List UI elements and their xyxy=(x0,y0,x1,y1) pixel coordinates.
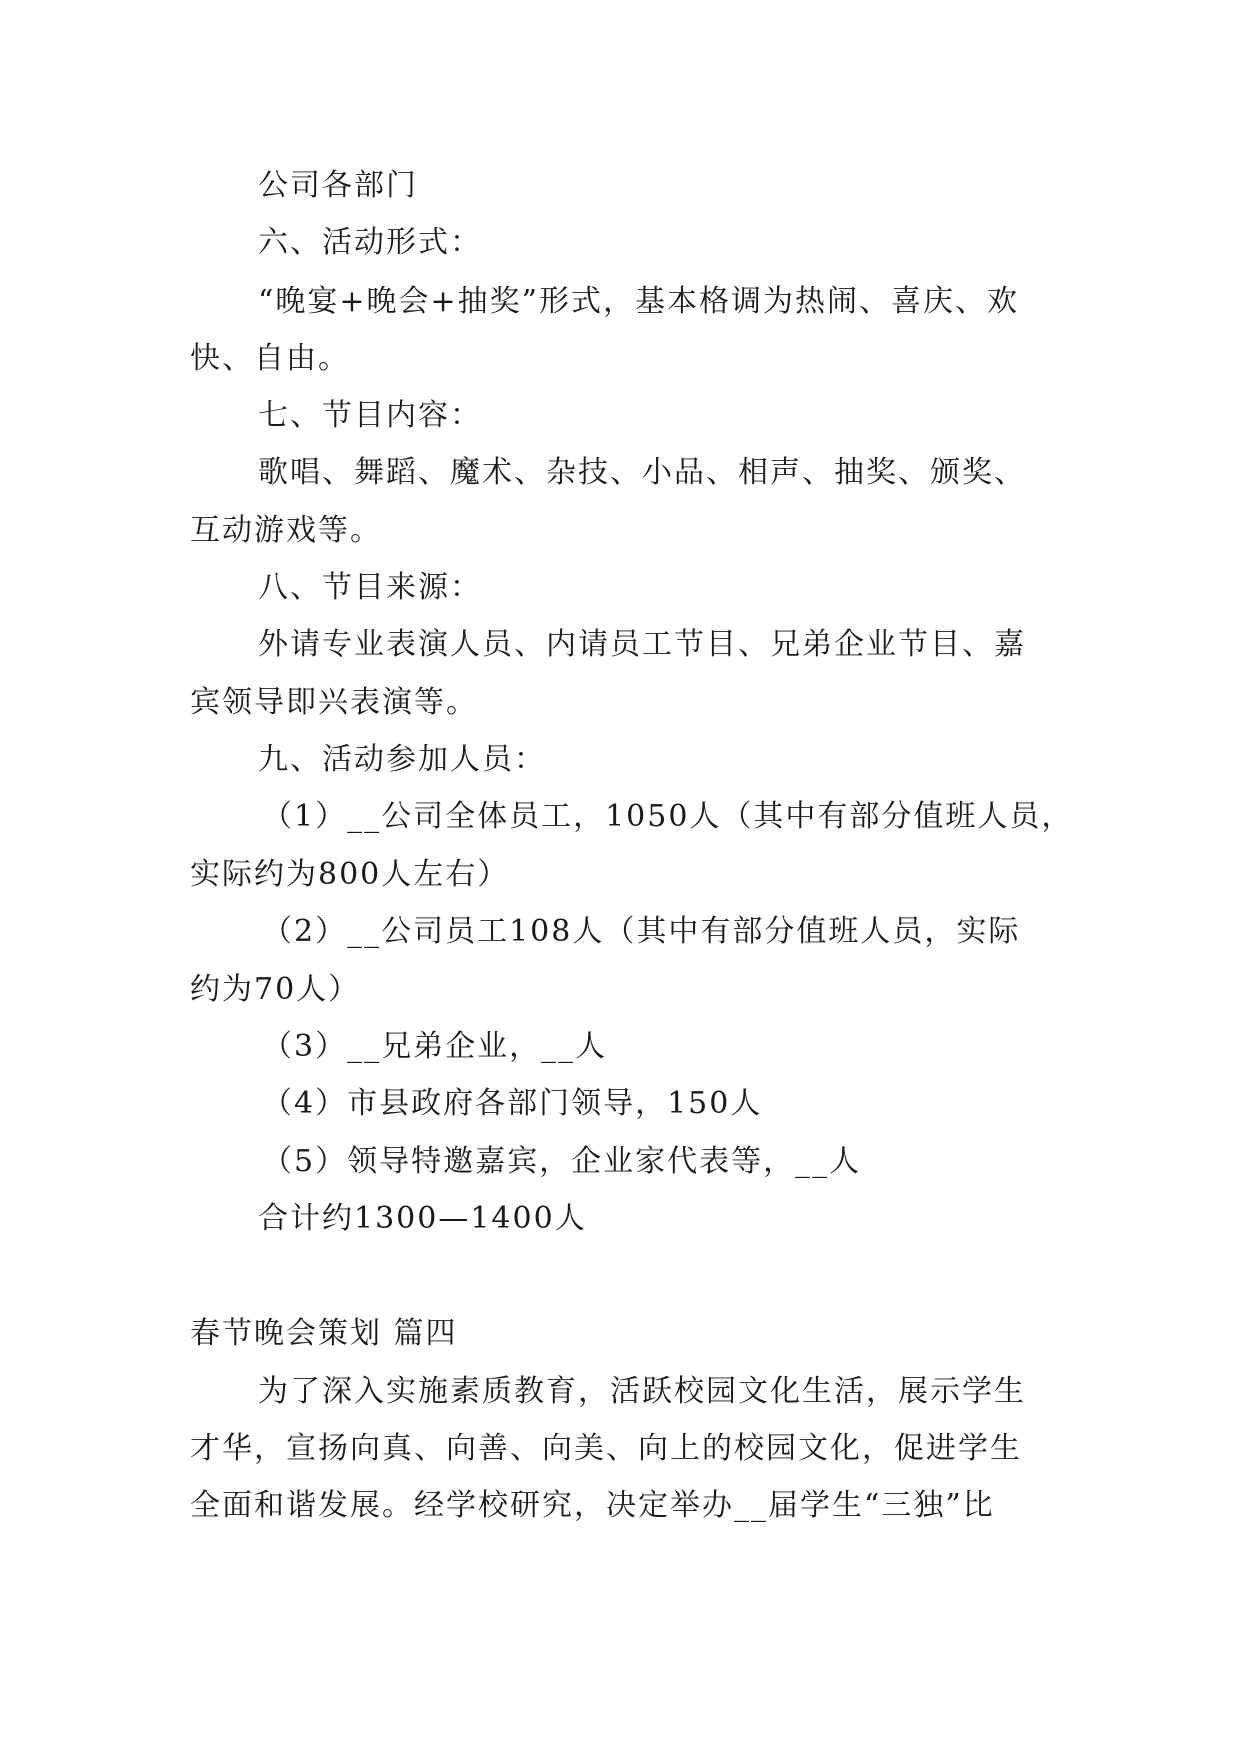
paragraph-line-1: 为了深入实施素质教育，活跃校园文化生活，展示学生 xyxy=(258,1374,1026,1409)
section-heading-7: 七、节目内容： xyxy=(258,398,482,433)
list-item-1-cont: 实际约为800人左右） xyxy=(190,857,510,892)
list-item-2: （2）__公司员工108人（其中有部分值班人员，实际 xyxy=(262,914,1021,949)
list-item-4: （4）市县政府各部门领导，150人 xyxy=(262,1086,763,1121)
paragraph-line-2: 才华，宣扬向真、向善、向美、向上的校园文化，促进学生 xyxy=(190,1431,1022,1466)
text-line-4: 快、自由。 xyxy=(190,341,350,376)
text-line-7: 互动游戏等。 xyxy=(190,513,382,548)
article-title: 春节晚会策划 篇四 xyxy=(190,1316,458,1351)
text-line-9: 外请专业表演人员、内请员工节目、兄弟企业节目、嘉 xyxy=(258,627,1026,662)
text-line-6: 歌唱、舞蹈、魔术、杂技、小品、相声、抽奖、颁奖、 xyxy=(258,455,1026,490)
text-line-1: 公司各部门 xyxy=(258,168,418,203)
list-item-3: （3）__兄弟企业，__人 xyxy=(262,1029,608,1064)
list-item-2-cont: 约为70人） xyxy=(190,972,361,1007)
section-heading-8: 八、节目来源： xyxy=(258,570,482,605)
text-line-3: “晚宴+晚会+抽奖”形式，基本格调为热闹、喜庆、欢 xyxy=(258,284,1019,319)
list-item-1: （1）__公司全体员工，1050人（其中有部分值班人员， xyxy=(262,799,1074,834)
section-heading-9: 九、活动参加人员： xyxy=(258,742,546,777)
list-item-5: （5）领导特邀嘉宾，企业家代表等，__人 xyxy=(262,1144,862,1179)
text-line-10: 宾领导即兴表演等。 xyxy=(190,685,478,720)
section-heading-6: 六、活动形式： xyxy=(258,225,482,260)
paragraph-line-3: 全面和谐发展。经学校研究，决定举办__届学生“三独”比 xyxy=(190,1488,995,1523)
total-line: 合计约1300—1400人 xyxy=(258,1201,587,1236)
